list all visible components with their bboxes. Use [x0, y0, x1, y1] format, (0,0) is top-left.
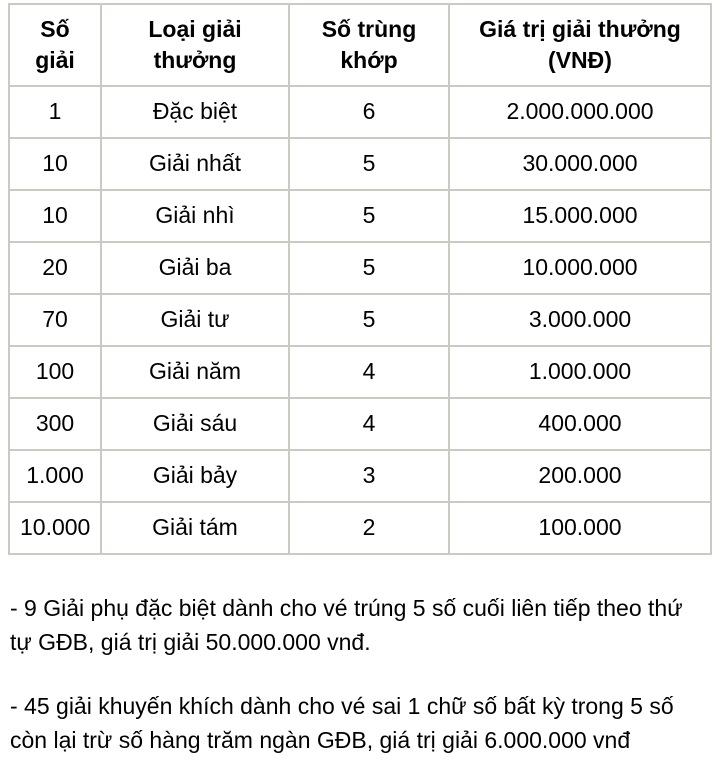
table-row: [9, 502, 711, 554]
cell-count: 10: [9, 138, 101, 190]
cell-match-count: 5: [289, 294, 449, 346]
table-row: [9, 398, 711, 450]
cell-prize-name: Giải năm: [101, 346, 289, 398]
table-row: [9, 346, 711, 398]
cell-count: 20: [9, 242, 101, 294]
cell-prize-value: 100.000: [449, 502, 711, 554]
prize-table-body: [9, 86, 711, 554]
cell-prize-value: 1.000.000: [449, 346, 711, 398]
cell-prize-value: 10.000.000: [449, 242, 711, 294]
cell-count: 10.000: [9, 502, 101, 554]
cell-count: 1: [9, 86, 101, 138]
cell-prize-name: Giải nhất: [101, 138, 289, 190]
cell-match-count: 5: [289, 190, 449, 242]
cell-prize-value: 3.000.000: [449, 294, 711, 346]
cell-match-count: 5: [289, 138, 449, 190]
note-consolation-prize: - 45 giải khuyến khích dành cho vé sai 1 chữ số bất kỳ trong 5 số còn lại trừ số hàng trăm ngàn GĐB, giá trị giải 6.000.000 vnđ: [10, 693, 674, 753]
cell-match-count: 4: [289, 346, 449, 398]
header-row: [9, 4, 711, 86]
cell-match-count: 5: [289, 242, 449, 294]
cell-count: 70: [9, 294, 101, 346]
cell-match-count: 4: [289, 398, 449, 450]
cell-prize-value: 15.000.000: [449, 190, 711, 242]
table-row: [9, 450, 711, 502]
cell-prize-name: Giải bảy: [101, 450, 289, 502]
cell-count: 1.000: [9, 450, 101, 502]
prize-table: [8, 3, 712, 555]
cell-prize-value: 2.000.000.000: [449, 86, 711, 138]
header-loai-giai-thuong: Loại giải thưởng: [101, 4, 289, 86]
header-gia-tri-giai-thuong: Giá trị giải thưởng (VNĐ): [449, 4, 711, 86]
cell-count: 10: [9, 190, 101, 242]
cell-match-count: 3: [289, 450, 449, 502]
cell-prize-name: Giải tư: [101, 294, 289, 346]
table-row: [9, 190, 711, 242]
cell-prize-name: Giải nhì: [101, 190, 289, 242]
cell-prize-value: 200.000: [449, 450, 711, 502]
cell-count: 100: [9, 346, 101, 398]
cell-match-count: 6: [289, 86, 449, 138]
cell-prize-name: Giải tám: [101, 502, 289, 554]
cell-prize-value: 30.000.000: [449, 138, 711, 190]
cell-match-count: 2: [289, 502, 449, 554]
footnotes: [8, 591, 710, 757]
note-special-sub-prize: - 9 Giải phụ đặc biệt dành cho vé trúng 5 số cuối liên tiếp theo thứ tự GĐB, giá trị giải 50.000.000 vnđ.: [10, 595, 683, 655]
table-row: [9, 242, 711, 294]
cell-prize-name: Giải sáu: [101, 398, 289, 450]
prize-table-header: [9, 4, 711, 86]
table-row: [9, 138, 711, 190]
cell-prize-value: 400.000: [449, 398, 711, 450]
header-so-giai: Số giải: [9, 4, 101, 86]
cell-count: 300: [9, 398, 101, 450]
header-so-trung-khop: Số trùng khớp: [289, 4, 449, 86]
cell-prize-name: Giải ba: [101, 242, 289, 294]
table-row: [9, 86, 711, 138]
table-row: [9, 294, 711, 346]
cell-prize-name: Đặc biệt: [101, 86, 289, 138]
